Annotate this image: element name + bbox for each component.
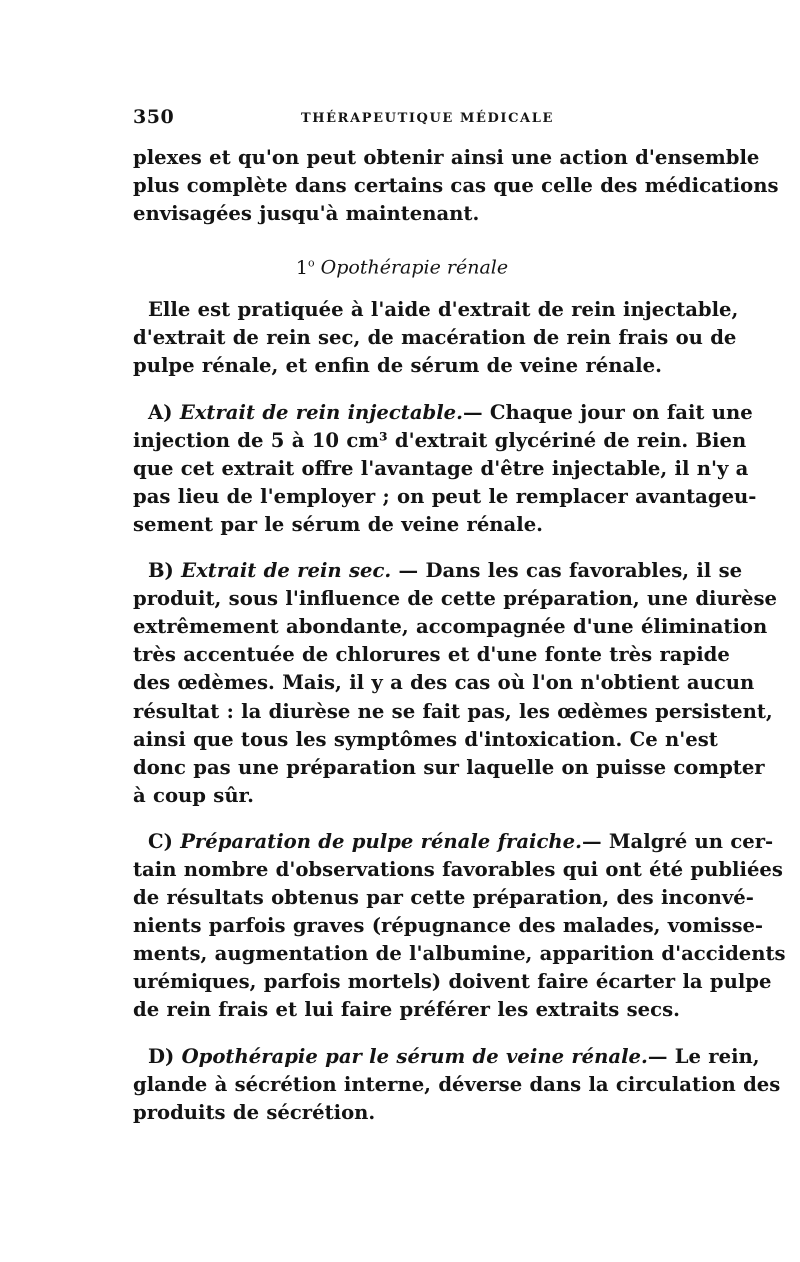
text-line: injection de 5 à 10 cm³ d'extrait glycériné de rein. Bien — [133, 428, 747, 452]
text-line — [133, 399, 753, 427]
text-line: très accentuée de chlorures et d'une fonte très rapide — [133, 643, 730, 667]
text-line: plus complète dans certains cas que celle des médications — [133, 174, 779, 198]
paragraph-first-line-rest: — Dans les cas favorables, il se — [398, 559, 743, 583]
paragraph-d — [133, 1043, 781, 1127]
text-line — [133, 557, 743, 585]
text-line: ments, augmentation de l'albumine, apparition d'accidents — [133, 942, 786, 966]
text-line: glande à sécrétion interne, déverse dans la circulation des — [133, 1072, 781, 1096]
section-title: Opothérapie rénale — [320, 256, 509, 279]
text-line: de rein frais et lui faire préférer les extraits secs. — [133, 998, 680, 1022]
text-line: des œdèmes. Mais, il y a des cas où l'on n'obtient aucun — [133, 671, 755, 695]
text-line: ainsi que tous les symptômes d'intoxication. Ce n'est — [133, 727, 718, 751]
paragraph-title: Opothérapie par le sérum de veine rénale. — [181, 1044, 648, 1068]
text-line: produits de sécrétion. — [133, 1100, 376, 1124]
paragraph-c — [133, 828, 786, 1025]
running-title: THÉRAPEUTIQUE MÉDICALE — [301, 111, 554, 126]
paragraph-title: Préparation de pulpe rénale fraiche. — [180, 829, 582, 853]
text-line: de résultats obtenus par cette préparation, des inconvé- — [133, 886, 754, 910]
paragraph-label: C) — [148, 829, 173, 853]
text-line: produit, sous l'influence de cette préparation, une diurèse — [133, 587, 778, 611]
text-line: pulpe rénale, et enfin de sérum de veine rénale. — [133, 354, 662, 378]
text-line: plexes et qu'on peut obtenir ainsi une action d'ensemble — [133, 146, 760, 169]
text-line: que cet extrait offre l'avantage d'être injectable, il n'y a — [133, 456, 749, 480]
text-line: extrêmement abondante, accompagnée d'une élimination — [133, 615, 768, 639]
text-line: Elle est pratiquée à l'aide d'extrait de rein injectable, — [148, 298, 739, 322]
intro-paragraph — [133, 144, 779, 228]
text-line: envisagées jusqu'à maintenant. — [133, 202, 480, 226]
paragraph-label: A) — [148, 400, 173, 424]
page-number: 350 — [133, 106, 175, 128]
paragraph-intro-renal — [133, 296, 739, 380]
paragraph-first-line-rest: — Chaque jour on fait une — [462, 400, 753, 424]
paragraph-label: D) — [148, 1044, 175, 1068]
ordinal-mark: o — [307, 256, 315, 270]
section-number: 1$^o$ — [295, 256, 315, 279]
text-line: tain nombre d'observations favorables qui ont été publiées — [133, 857, 783, 881]
text-line: urémiques, parfois mortels) doivent faire écarter la pulpe — [133, 970, 772, 994]
text-line: nients parfois graves (répugnance des malades, vomisse- — [133, 914, 764, 938]
text-line — [133, 1043, 760, 1071]
text-line: sement par le sérum de veine rénale. — [133, 512, 543, 536]
paragraph-a — [133, 399, 757, 539]
text-line: d'extrait de rein sec, de macération de rein frais ou de — [133, 326, 737, 350]
paragraph-label: B) — [148, 559, 174, 583]
text-line: pas lieu de l'employer ; on peut le remplacer avantageu- — [133, 484, 757, 508]
text-line: résultat : la diurèse ne se fait pas, les œdèmes persistent, — [133, 699, 773, 723]
running-head — [133, 106, 669, 134]
paragraph-title: Extrait de rein sec. — [181, 559, 392, 583]
paragraph-b — [133, 557, 778, 810]
paragraph-first-line-rest: — Malgré un cer- — [581, 829, 774, 853]
section-heading — [133, 248, 671, 278]
text-line — [133, 828, 774, 856]
text-line: donc pas une préparation sur laquelle on puisse compter — [133, 755, 765, 779]
text-line: à coup sûr. — [133, 783, 254, 807]
body-text — [133, 144, 786, 1127]
paragraph-title: Extrait de rein injectable. — [179, 400, 463, 424]
paragraph-first-line-rest: — Le rein, — [647, 1044, 760, 1068]
